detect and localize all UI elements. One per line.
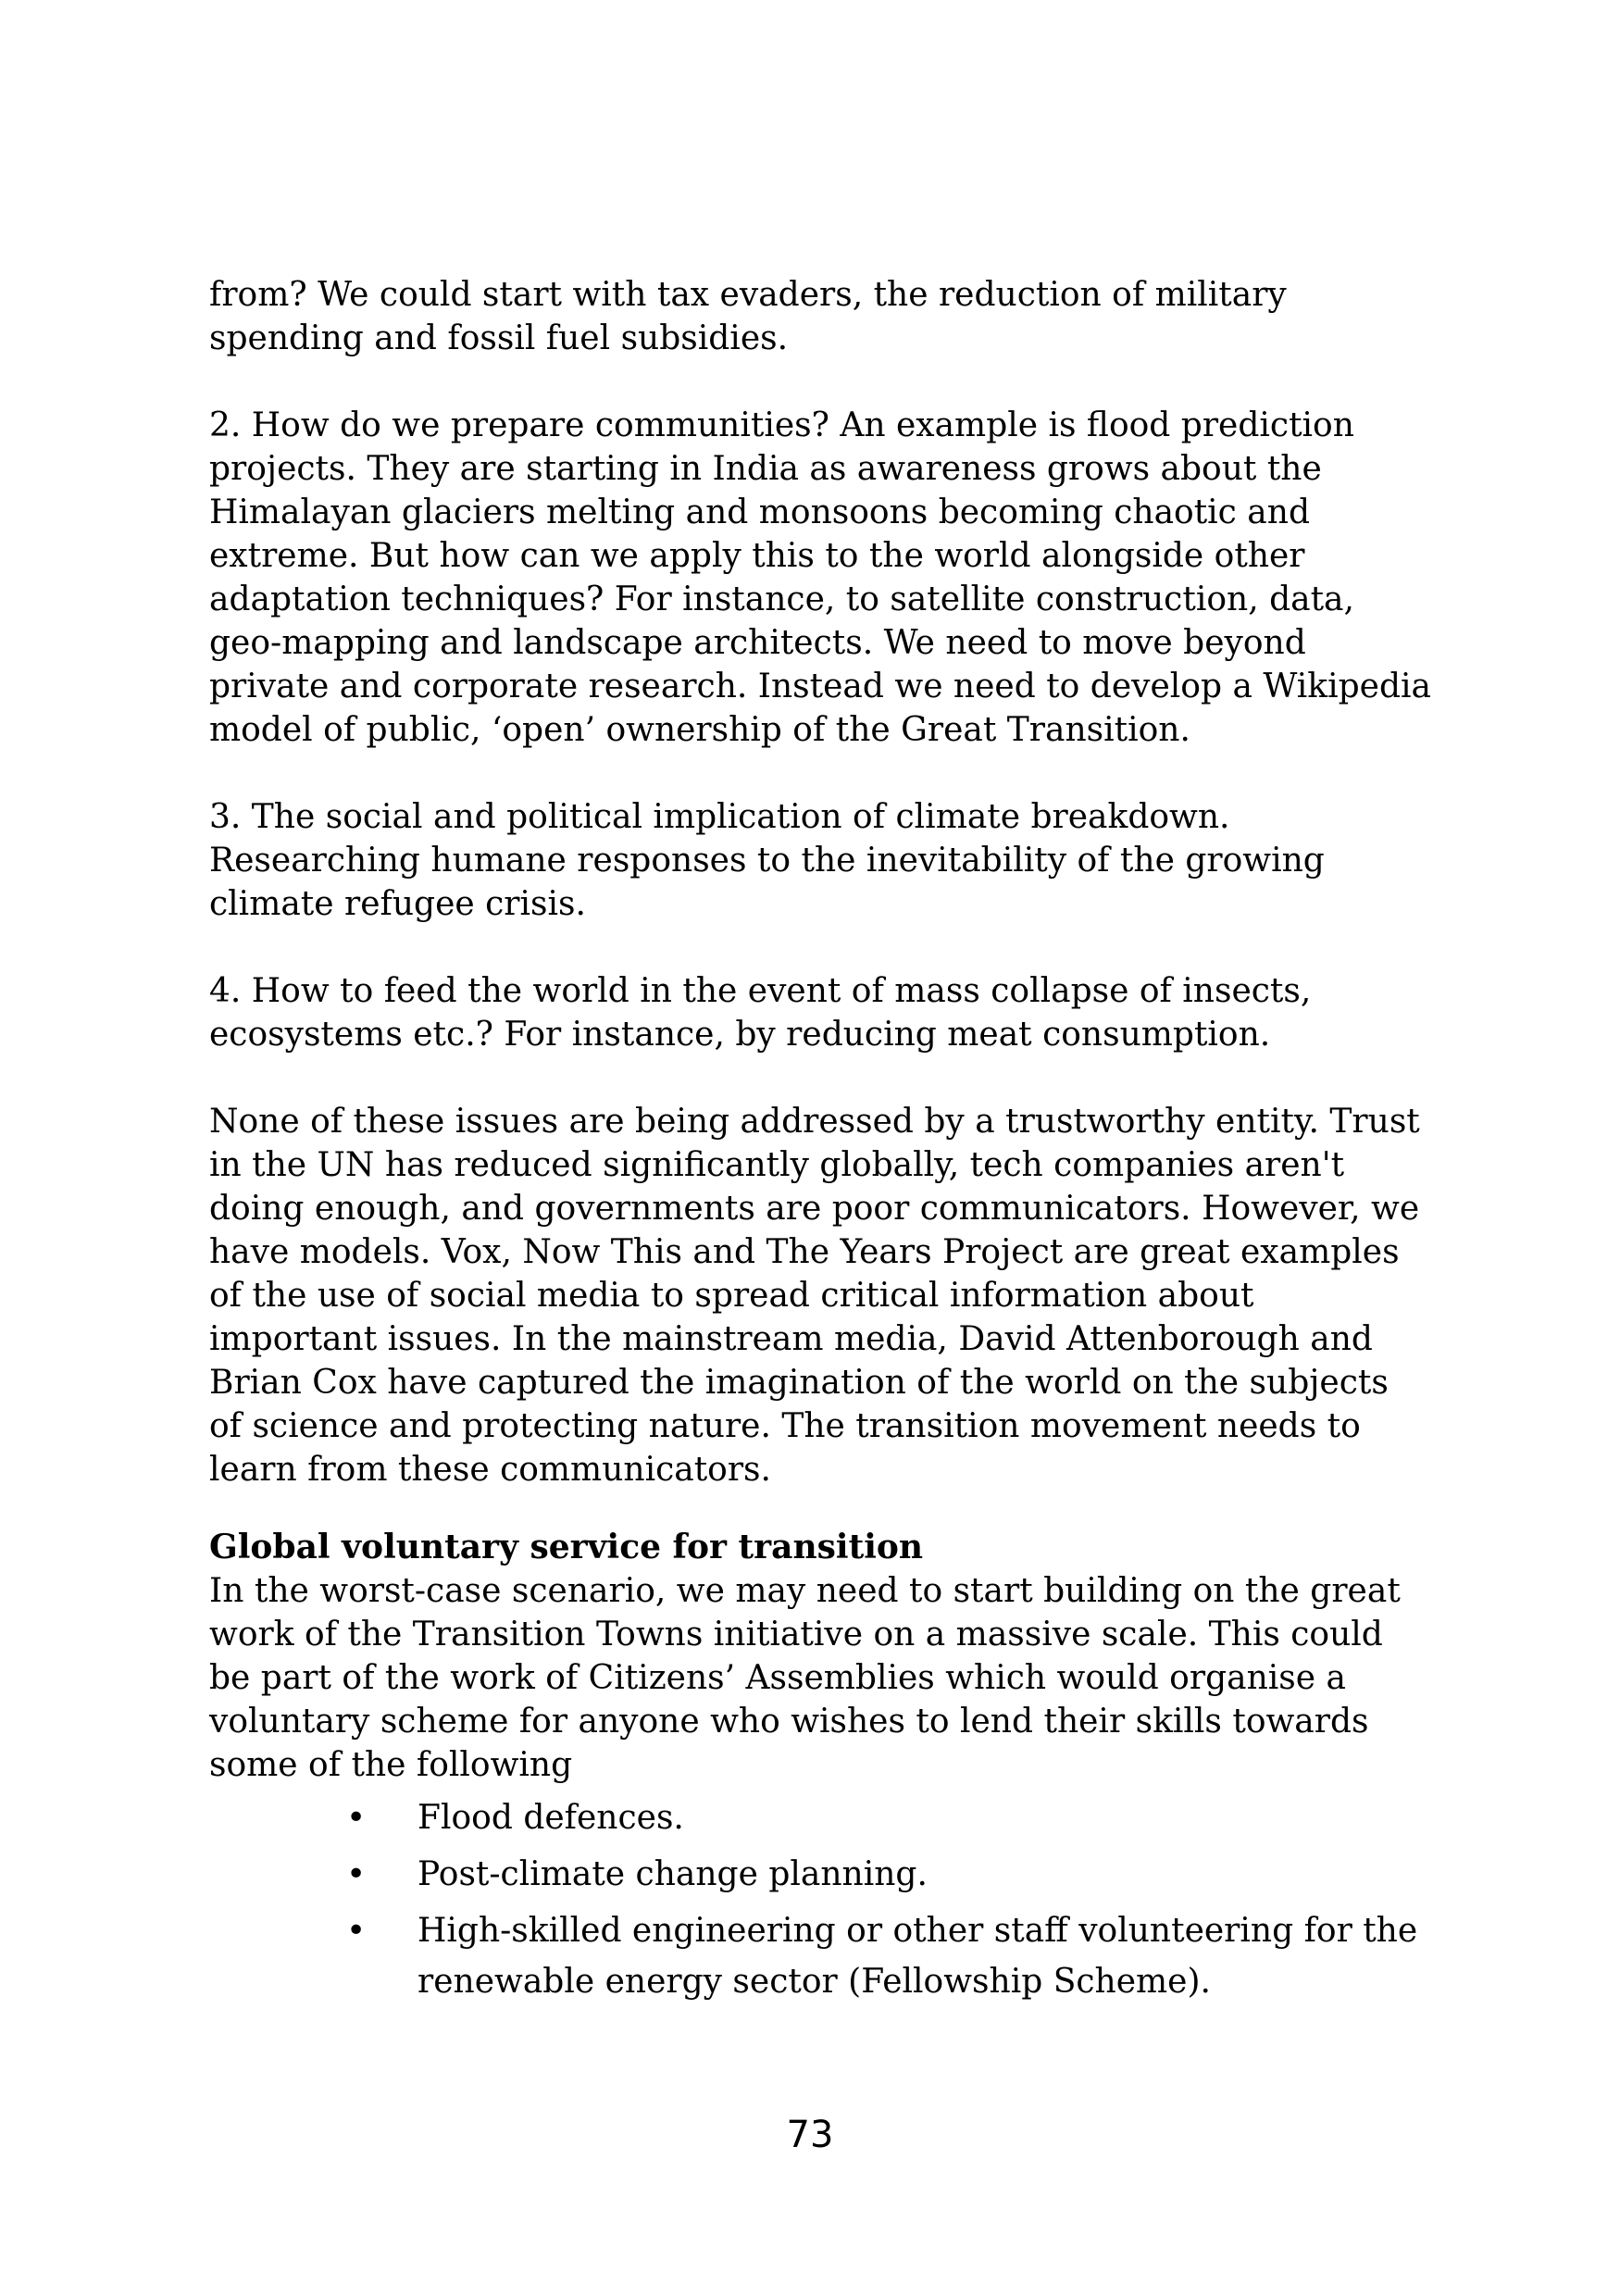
list-item-text: High-skilled engineering or other staff volunteering for the renewable energy sector (Fellowship Scheme). xyxy=(417,1912,1418,2001)
paragraph-climate-breakdown: 3. The social and political implication of climate breakdown. Researching humane responses to the inevitability of the growing climate refugee crisis. xyxy=(209,798,1325,923)
list-item xyxy=(209,1792,1431,1843)
paragraph-spacer xyxy=(209,360,1431,404)
paragraph-spacer xyxy=(209,926,1431,969)
section-spacer xyxy=(209,1491,1431,1526)
list-item-text: Post-climate change planning. xyxy=(417,1855,928,1893)
paragraph-feed-the-world: 4. How to feed the world in the event of mass collapse of insects, ecosystems etc.? For instance, by reducing meat consumption. xyxy=(209,972,1312,1054)
bullet-list xyxy=(209,1792,1431,2007)
paragraph-trustworthy-entity: None of these issues are being addressed by a trustworthy entity. Trust in the UN has reduced significantly globally, tech companies aren't doing enough, and governments are poor communicators. However, we have models. Vox, Now This and The Years Project are great examples of the use of social media to spread critical information about important issues. In the mainstream media, David Attenborough and Brian Cox have captured the imagination of the world on the subjects of science and protecting nature. The transition movement needs to learn from these communicators. xyxy=(209,1103,1420,1489)
bullet-icon: • xyxy=(346,1799,367,1837)
section-intro: In the worst-case scenario, we may need to start building on the great work of the Transition Towns initiative on a massive scale. This could be part of the work of Citizens’ Assemblies which would organise a voluntary scheme for anyone who wishes to lend their skills towards some of the following xyxy=(209,1572,1401,1784)
page-body xyxy=(209,273,1431,2007)
section-heading: Global voluntary service for transition xyxy=(209,1528,924,1566)
paragraph-prepare-communities: 2. How do we prepare communities? An example is flood prediction projects. They are starting in India as awareness grows about the Himalayan glaciers melting and monsoons becoming chaotic and extreme. But how can we apply this to the world alongside other adaptation techniques? For instance, to satellite construction, data, geo-mapping and landscape architects. We need to move beyond private and corporate research. Instead we need to develop a Wikipedia model of public, ‘open’ ownership of the Great Transition. xyxy=(209,406,1431,749)
list-item xyxy=(209,1905,1431,2007)
bullet-icon: • xyxy=(346,1855,367,1893)
list-item xyxy=(209,1849,1431,1900)
page-number: 73 xyxy=(786,2114,834,2156)
paragraph-funding: from? We could start with tax evaders, the reduction of military spending and fossil fuel subsidies. xyxy=(209,276,1287,357)
paragraph-spacer xyxy=(209,752,1431,795)
list-item-text: Flood defences. xyxy=(417,1799,684,1837)
paragraph-spacer xyxy=(209,1056,1431,1100)
bullet-icon: • xyxy=(346,1912,367,1950)
